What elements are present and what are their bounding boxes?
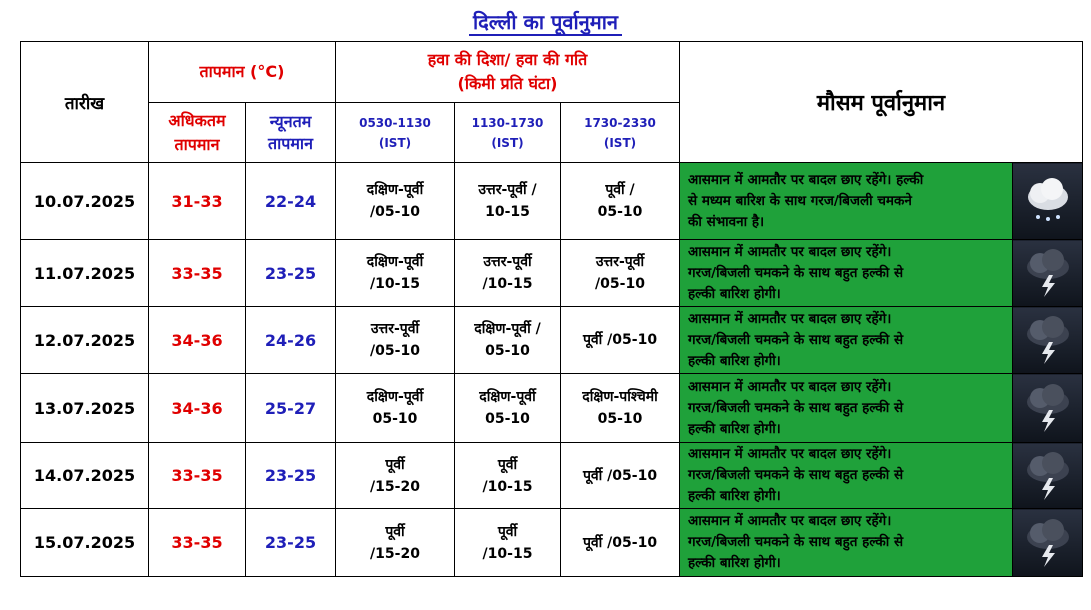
thunderstorm-icon [1013, 240, 1083, 307]
wind-direction: दक्षिण-पश्चिमी [582, 389, 658, 405]
forecast-line: आसमान में आमतौर पर बादल छाए रहेंगे। [688, 310, 892, 327]
rain-cloud-icon [1013, 163, 1083, 240]
wind-direction: पूर्वी /05-10 [582, 467, 658, 484]
wind-speed: 05-10 [372, 411, 418, 427]
forecast-cell [680, 307, 1013, 374]
header-min-line2: तापमान [268, 133, 313, 153]
wind-cell [561, 374, 680, 443]
forecast-line: की संभावना है। [688, 213, 765, 230]
date-cell: 15.07.2025 [21, 509, 149, 577]
table-row [21, 163, 1083, 240]
header-max [149, 103, 246, 163]
table-row [21, 443, 1083, 509]
wind-speed: /05-10 [370, 204, 420, 220]
wind-speed: 10-15 [485, 204, 530, 220]
forecast-cell [680, 509, 1013, 577]
header-min-line1: न्यूनतम [269, 111, 312, 131]
wind-cell [455, 163, 561, 240]
header-wind [336, 42, 680, 103]
header-forecast: मौसम पूर्वानुमान [680, 42, 1083, 163]
slot-time: 1130-1730 [471, 115, 544, 130]
header-temperature: तापमान (°C) [149, 42, 336, 103]
forecast-line: हल्की बारिश होगी। [688, 285, 781, 302]
forecast-line: हल्की बारिश होगी। [688, 352, 781, 369]
wind-cell [336, 307, 455, 374]
table-row [21, 240, 1083, 307]
header-wind-line1: हवा की दिशा/ हवा की गति [427, 50, 588, 69]
wind-speed: 05-10 [597, 204, 643, 220]
wind-speed: /10-15 [370, 276, 420, 292]
max-temp-cell: 33-35 [149, 509, 246, 577]
forecast-line: गरज/बिजली चमकने के साथ बहुत हल्की से [688, 399, 904, 416]
forecast-line: आसमान में आमतौर पर बादल छाए रहेंगे। [688, 378, 892, 395]
forecast-table [20, 41, 1083, 577]
forecast-cell [680, 443, 1013, 509]
table-row [21, 374, 1083, 443]
wind-direction: उत्तर-पूर्वी [370, 321, 420, 337]
header-date: तारीख [21, 42, 149, 163]
table-row [21, 509, 1083, 577]
max-temp-cell: 31-33 [149, 163, 246, 240]
slot-time: 1730-2330 [584, 115, 656, 130]
forecast-line: से मध्यम बारिश के साथ गरज/बिजली चमकने [688, 192, 912, 209]
wind-direction: उत्तर-पूर्वी / [478, 182, 537, 198]
header-slot-2 [455, 103, 561, 163]
date-cell: 11.07.2025 [21, 240, 149, 307]
wind-direction: दक्षिण-पूर्वी [366, 254, 424, 270]
forecast-cell [680, 163, 1013, 240]
thunderstorm-icon [1013, 307, 1083, 374]
min-temp-cell: 24-26 [246, 307, 336, 374]
header-min [246, 103, 336, 163]
wind-cell [336, 163, 455, 240]
wind-speed: /05-10 [595, 276, 645, 292]
header-slot-1 [336, 103, 455, 163]
wind-speed: 05-10 [485, 343, 530, 359]
wind-speed: /05-10 [370, 343, 420, 359]
wind-speed: /10-15 [482, 478, 533, 495]
forecast-cell [680, 374, 1013, 443]
max-temp-cell: 33-35 [149, 443, 246, 509]
wind-direction: दक्षिण-पूर्वी / [474, 321, 541, 337]
wind-direction: उत्तर-पूर्वी [595, 254, 645, 270]
wind-cell [336, 374, 455, 443]
min-temp-cell: 23-25 [246, 240, 336, 307]
date-cell: 12.07.2025 [21, 307, 149, 374]
wind-cell [455, 443, 561, 509]
wind-direction: दक्षिण-पूर्वी [366, 389, 424, 405]
max-temp-cell: 34-36 [149, 307, 246, 374]
wind-cell [455, 240, 561, 307]
wind-speed: /15-20 [370, 545, 420, 562]
wind-cell [561, 509, 680, 577]
wind-cell [561, 163, 680, 240]
header-max-line2: तापमान [174, 134, 220, 154]
min-temp-cell: 25-27 [246, 374, 336, 443]
wind-direction: पूर्वी [385, 523, 405, 540]
wind-speed: 05-10 [485, 411, 530, 427]
wind-direction: पूर्वी [497, 523, 518, 540]
wind-speed: /10-15 [482, 276, 533, 292]
wind-speed: /10-15 [482, 545, 533, 562]
forecast-line: आसमान में आमतौर पर बादल छाए रहेंगे। [688, 513, 892, 529]
header-slot-3 [561, 103, 680, 163]
wind-cell [561, 240, 680, 307]
wind-cell [561, 307, 680, 374]
wind-direction: दक्षिण-पूर्वी [366, 182, 424, 198]
forecast-cell [680, 240, 1013, 307]
wind-cell [455, 509, 561, 577]
wind-speed: 05-10 [597, 411, 643, 427]
wind-direction: उत्तर-पूर्वी [483, 254, 532, 270]
thunderstorm-icon [1013, 443, 1083, 509]
date-cell: 13.07.2025 [21, 374, 149, 443]
slot-tz: (IST) [378, 135, 412, 150]
thunderstorm-icon [1013, 374, 1083, 443]
wind-cell [561, 443, 680, 509]
table-row [21, 307, 1083, 374]
forecast-line: गरज/बिजली चमकने के साथ बहुत हल्की से [688, 264, 904, 281]
wind-direction: दक्षिण-पूर्वी [479, 389, 536, 405]
header-max-line1: अधिकतम [168, 110, 226, 130]
wind-direction: पूर्वी /05-10 [582, 534, 658, 551]
forecast-line: आसमान में आमतौर पर बादल छाए रहेंगे। [688, 243, 892, 260]
wind-cell [336, 240, 455, 307]
forecast-line: गरज/बिजली चमकने के साथ बहुत हल्की से [688, 467, 904, 483]
slot-tz: (IST) [491, 135, 524, 150]
wind-speed: /15-20 [370, 478, 420, 495]
max-temp-cell: 33-35 [149, 240, 246, 307]
page-title-text: दिल्ली का पूर्वानुमान [469, 10, 622, 36]
forecast-line: हल्की बारिश होगी। [688, 555, 781, 571]
wind-direction: पूर्वी [385, 456, 405, 473]
min-temp-cell: 22-24 [246, 163, 336, 240]
forecast-line: गरज/बिजली चमकने के साथ बहुत हल्की से [688, 331, 904, 348]
wind-cell [455, 307, 561, 374]
wind-cell [336, 443, 455, 509]
date-cell: 14.07.2025 [21, 443, 149, 509]
wind-direction: पूर्वी /05-10 [582, 332, 658, 348]
header-wind-line2: (किमी प्रति घंटा) [457, 74, 558, 93]
min-temp-cell: 23-25 [246, 509, 336, 577]
wind-cell [455, 374, 561, 443]
wind-direction: पूर्वी / [605, 182, 635, 198]
page-title [0, 8, 1091, 35]
wind-cell [336, 509, 455, 577]
date-cell: 10.07.2025 [21, 163, 149, 240]
slot-tz: (IST) [603, 135, 637, 150]
forecast-line: हल्की बारिश होगी। [688, 420, 781, 437]
forecast-line: हल्की बारिश होगी। [688, 488, 781, 504]
wind-direction: पूर्वी [497, 456, 518, 473]
max-temp-cell: 34-36 [149, 374, 246, 443]
thunderstorm-icon [1013, 509, 1083, 577]
forecast-line: गरज/बिजली चमकने के साथ बहुत हल्की से [688, 534, 904, 550]
forecast-line: आसमान में आमतौर पर बादल छाए रहेंगे। हल्की [688, 171, 924, 188]
slot-time: 0530-1130 [359, 115, 431, 130]
forecast-line: आसमान में आमतौर पर बादल छाए रहेंगे। [688, 446, 892, 462]
min-temp-cell: 23-25 [246, 443, 336, 509]
